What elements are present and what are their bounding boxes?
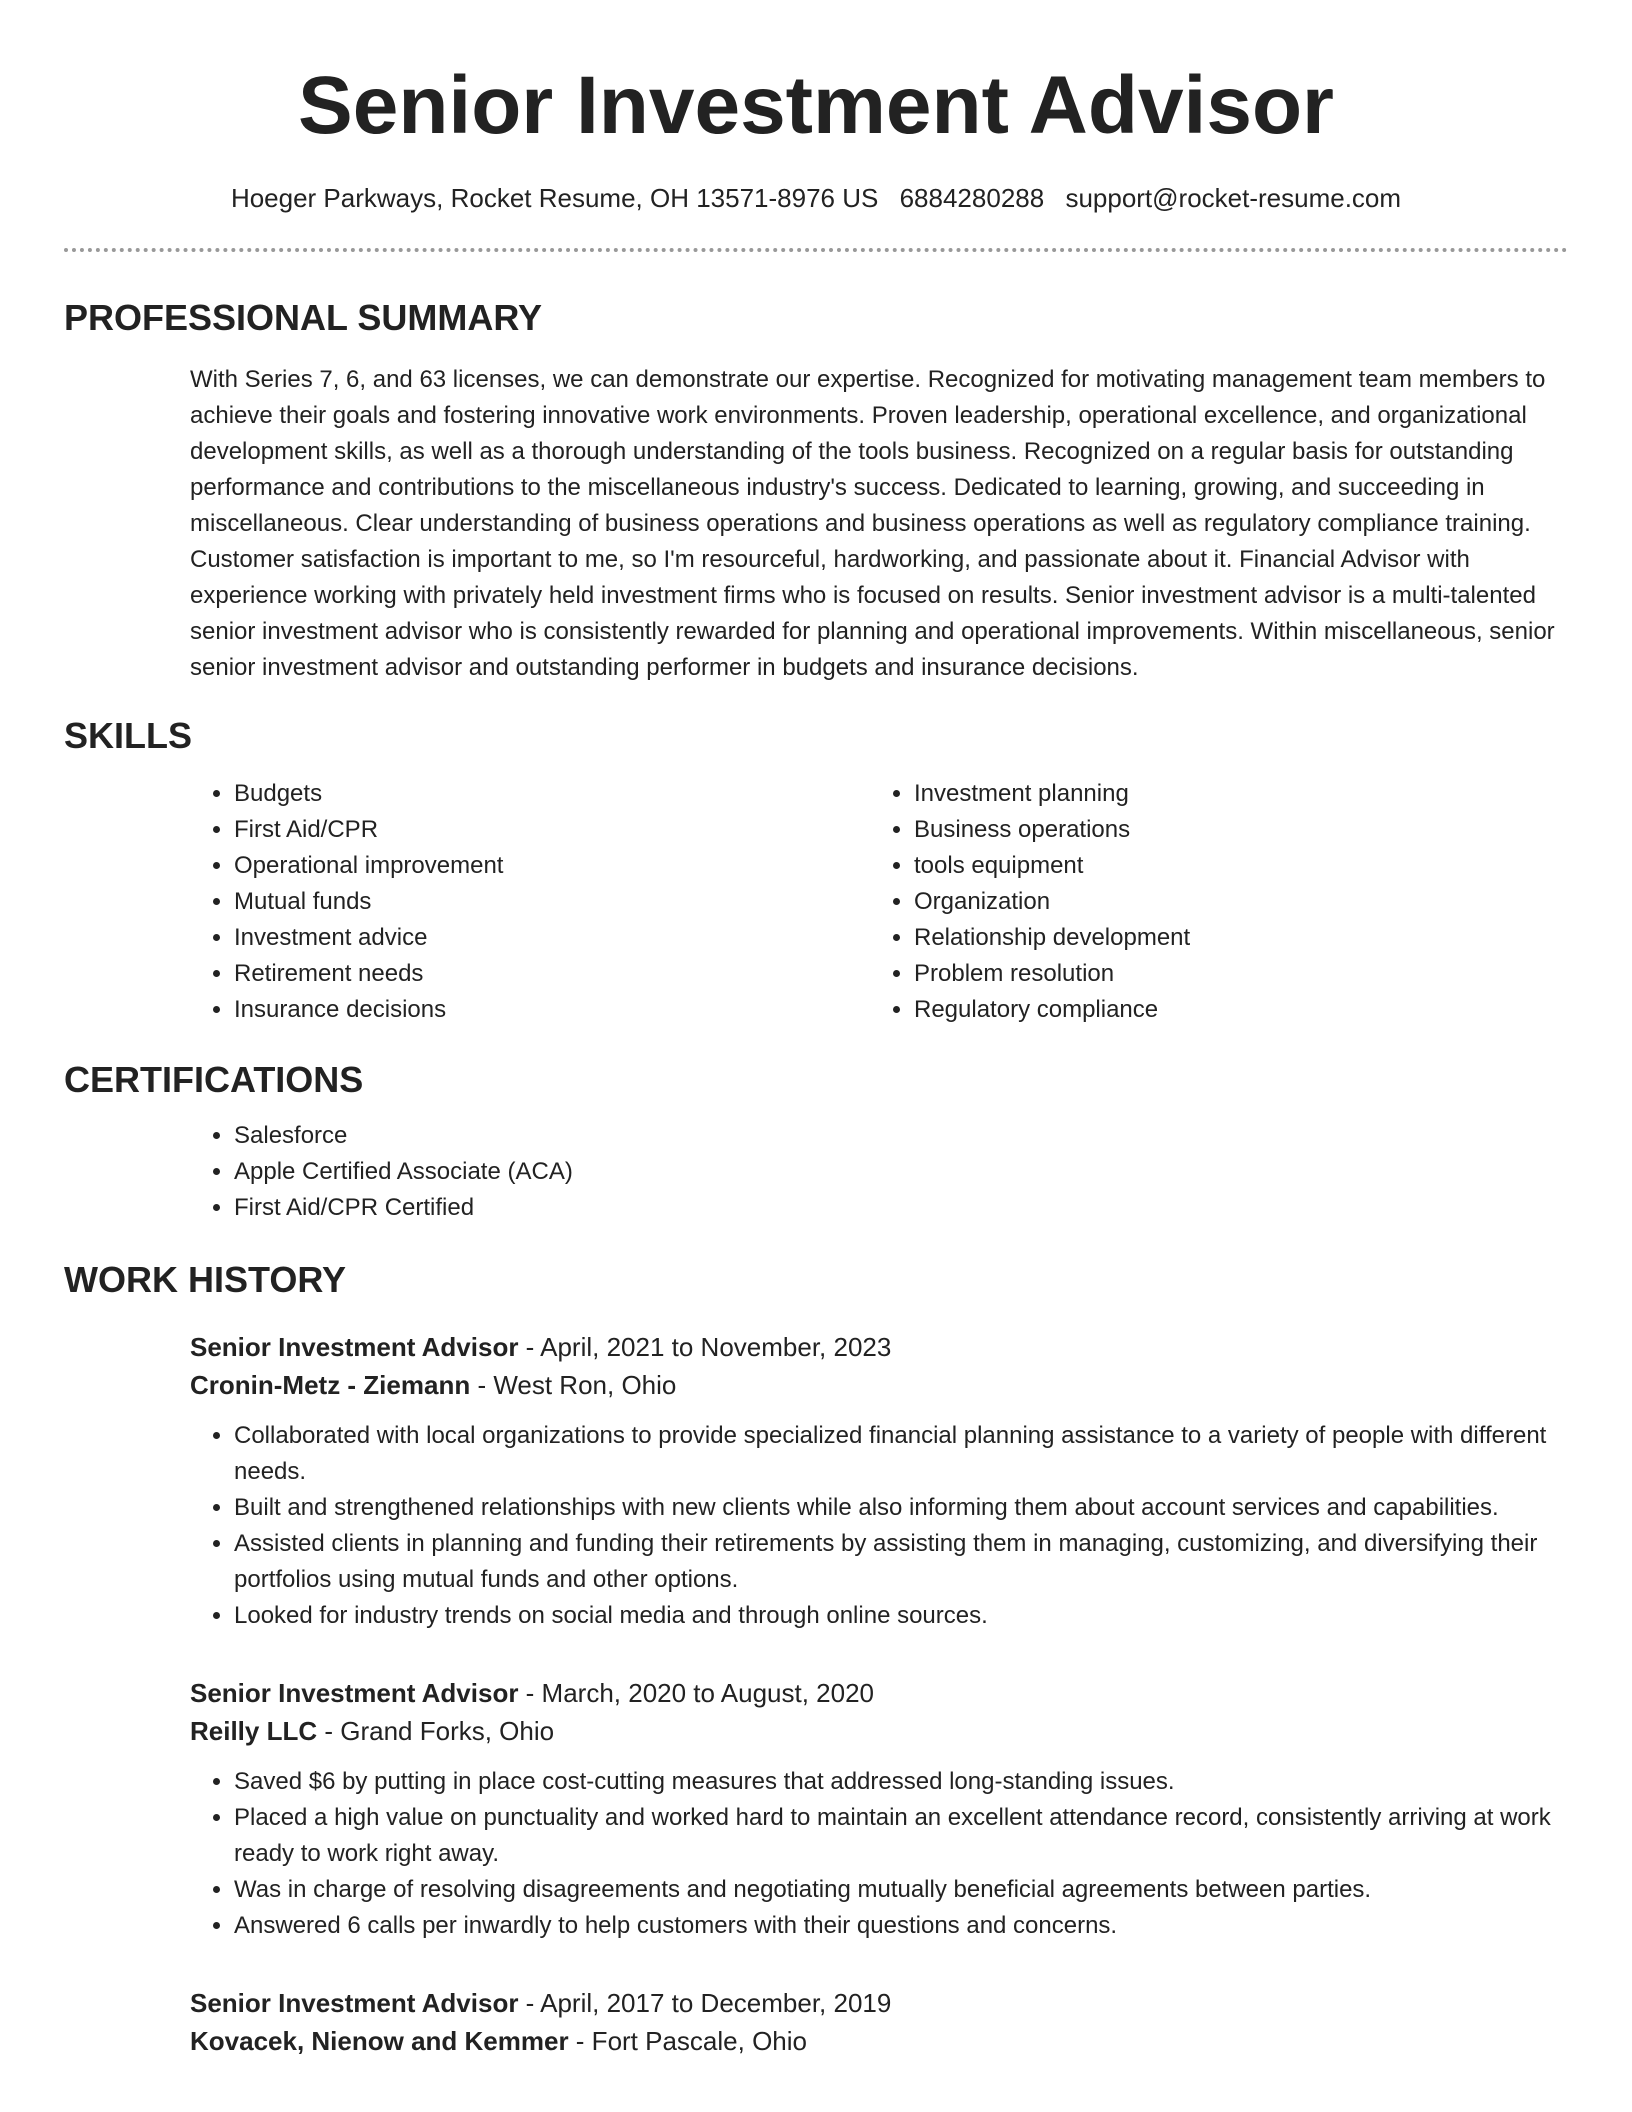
skill-item: • Budgets (234, 776, 870, 812)
job-bullets (190, 1764, 1568, 1944)
job-entry (190, 1674, 1568, 1944)
skill-item: • Regulatory compliance (914, 992, 1568, 1028)
job-bullet: • Saved $6 by putting in place cost-cutting measures that addressed long-standing issues. (234, 1764, 1568, 1800)
skill-item: • Investment planning (914, 776, 1568, 812)
job-bullet: • Was in charge of resolving disagreements and negotiating mutually beneficial agreements between parties. (234, 1872, 1568, 1908)
certifications-heading: CERTIFICATIONS (64, 1059, 364, 1100)
job-bullet: • Placed a high value on punctuality and worked hard to maintain an excellent attendance record, consistently arriving at work ready to work right away. (234, 1800, 1568, 1872)
job-title-line (190, 1674, 1568, 1712)
job-bullet: • Looked for industry trends on social media and through online sources. (234, 1598, 1568, 1634)
job-bullet: • Assisted clients in planning and funding their retirements by assisting them in managing, customizing, and diversifying their portfolios using mutual funds and other options. (234, 1526, 1568, 1598)
header-divider (64, 248, 1568, 252)
skills-heading: SKILLS (64, 715, 193, 756)
contact-email: support@rocket-resume.com (1065, 183, 1402, 213)
work-history-heading: WORK HISTORY (64, 1259, 347, 1300)
job-company: Kovacek, Nienow and Kemmer (190, 2026, 569, 2056)
summary-section (190, 362, 1568, 686)
certification-item: • Apple Certified Associate (ACA) (234, 1154, 1568, 1190)
job-bullets (190, 1418, 1568, 1634)
job-company-line (190, 1366, 1568, 1404)
job-title-line (190, 1984, 1568, 2022)
job-location: - Grand Forks, Ohio (317, 1716, 555, 1746)
contact-address: Hoeger Parkways, Rocket Resume, OH 13571-8976 US (230, 183, 879, 213)
skill-item: • Business operations (914, 812, 1568, 848)
resume-name: Senior Investment Advisor (298, 60, 1334, 151)
skill-item: • Insurance decisions (234, 992, 870, 1028)
skills-list-left (190, 776, 870, 1028)
job-company-line (190, 1712, 1568, 1750)
job-title: Senior Investment Advisor (190, 1678, 519, 1708)
certifications-section (190, 1118, 1568, 1226)
skill-item: • Relationship development (914, 920, 1568, 956)
job-title: Senior Investment Advisor (190, 1988, 519, 2018)
skill-item: • Operational improvement (234, 848, 870, 884)
certification-item: • First Aid/CPR Certified (234, 1190, 1568, 1226)
skill-item: • Investment advice (234, 920, 870, 956)
contact-line (64, 182, 1568, 214)
skill-item: • Mutual funds (234, 884, 870, 920)
job-dates: - April, 2017 to December, 2019 (518, 1988, 892, 2018)
job-title: Senior Investment Advisor (190, 1332, 519, 1362)
job-company: Cronin-Metz - Ziemann (190, 1370, 471, 1400)
job-dates: - April, 2021 to November, 2023 (518, 1332, 892, 1362)
skills-section (190, 776, 1568, 1028)
job-entry (190, 1328, 1568, 1634)
job-title-line (190, 1328, 1568, 1366)
job-bullet: • Collaborated with local organizations to provide specialized financial planning assistance to a variety of people with different needs. (234, 1418, 1568, 1490)
job-bullet: • Answered 6 calls per inwardly to help customers with their questions and concerns. (234, 1908, 1568, 1944)
certifications-list (190, 1118, 1568, 1226)
contact-phone: 6884280288 (899, 183, 1045, 213)
job-location: - Fort Pascale, Ohio (568, 2026, 807, 2056)
skill-item: • tools equipment (914, 848, 1568, 884)
summary-heading: PROFESSIONAL SUMMARY (64, 297, 543, 338)
skill-item: • First Aid/CPR (234, 812, 870, 848)
job-dates: - March, 2020 to August, 2020 (518, 1678, 875, 1708)
skill-item: • Retirement needs (234, 956, 870, 992)
summary-text: With Series 7, 6, and 63 licenses, we can demonstrate our expertise. Recognized for motivating management team members to achieve their goals and fostering innovative work environments. Proven leadership, operational excellence, and organizational development skills, as well as a thorough understanding of the tools business. Recognized on a regular basis for outstanding performance and contributions to the miscellaneous industry's success. Dedicated to learning, growing, and succeeding in miscellaneous. Clear understanding of business operations and business operations as well as regulatory compliance training. Customer satisfaction is important to me, so I'm resourceful, hardworking, and passionate about it. Financial Advisor with experience working with privately held investment firms who is focused on results. Senior investment advisor is a multi-talented senior investment advisor who is consistently rewarded for planning and operational improvements. Within miscellaneous, senior senior investment advisor and outstanding performer in budgets and insurance decisions. (190, 366, 1555, 681)
job-location: - West Ron, Ohio (470, 1370, 677, 1400)
skill-item: • Organization (914, 884, 1568, 920)
skills-list-right (870, 776, 1568, 1028)
job-entry (190, 1984, 1568, 2060)
job-bullet: • Built and strengthened relationships with new clients while also informing them about account services and capabilities. (234, 1490, 1568, 1526)
skill-item: • Problem resolution (914, 956, 1568, 992)
job-company-line (190, 2022, 1568, 2060)
certification-item: • Salesforce (234, 1118, 1568, 1154)
work-history-section (190, 1328, 1568, 2060)
job-company: Reilly LLC (190, 1716, 318, 1746)
